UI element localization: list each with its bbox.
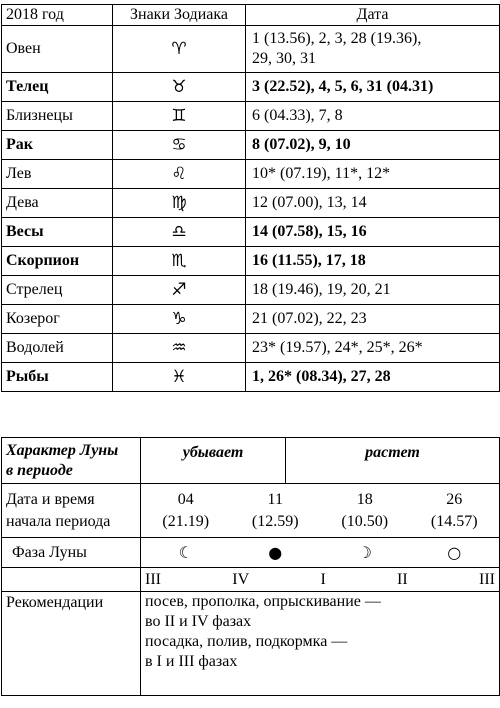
phase-numerals <box>141 568 500 592</box>
period-values <box>141 484 500 538</box>
zodiac-table <box>1 4 500 392</box>
scorpio-icon: ♏ <box>113 247 246 276</box>
recommendation-line: посадка, полив, подкормка — <box>145 633 348 650</box>
sign-dates: 10* (07.19), 11*, 12* <box>246 160 500 189</box>
sign-dates: 14 (07.58), 15, 16 <box>246 218 500 247</box>
taurus-icon: ♉ <box>113 73 246 102</box>
sign-dates <box>246 26 500 73</box>
table-row <box>2 160 500 189</box>
sign-dates: 18 (19.46), 19, 20, 21 <box>246 276 500 305</box>
period-row <box>2 484 500 538</box>
sign-dates: 16 (11.55), 17, 18 <box>246 247 500 276</box>
sign-dates: 21 (07.02), 22, 23 <box>246 305 500 334</box>
sagittarius-icon: ♐ <box>113 276 246 305</box>
recommendation-line: посев, прополка, опрыскивание — <box>145 593 381 610</box>
sign-name: Рыбы <box>2 363 113 392</box>
period-label <box>2 484 141 538</box>
virgo-icon: ♍ <box>113 189 246 218</box>
pisces-icon: ♓ <box>113 363 246 392</box>
recommendation-line: в I и III фазах <box>145 653 238 670</box>
period-label-line: Дата и время <box>6 490 95 508</box>
sign-dates-line: 29, 30, 31 <box>252 50 316 67</box>
sign-dates-line: 1 (13.56), 2, 3, 28 (19.36), <box>252 30 422 47</box>
period-day: 18 <box>356 490 373 508</box>
new-moon-icon: ● <box>268 543 283 562</box>
sign-dates: 3 (22.52), 4, 5, 6, 31 (04.31) <box>246 73 500 102</box>
recommendations-label: Рекомендации <box>2 592 141 696</box>
sign-name: Лев <box>2 160 113 189</box>
aquarius-icon: ♒ <box>113 334 246 363</box>
recommendations-text <box>141 592 500 696</box>
period-day: 26 <box>446 490 463 508</box>
libra-icon: ♎ <box>113 218 246 247</box>
moon-phase-table <box>1 437 500 696</box>
character-label-line: Характер Луны <box>6 441 119 459</box>
waning-crescent-icon: ☾ <box>178 543 193 562</box>
period-day: 11 <box>267 490 283 508</box>
zodiac-header-row <box>2 5 500 26</box>
leo-icon: ♌ <box>113 160 246 189</box>
period-col <box>141 489 231 533</box>
table-row <box>2 102 500 131</box>
sign-name: Водолей <box>2 334 113 363</box>
phase-numeral: III <box>478 570 495 588</box>
phase-numeral: III <box>145 570 161 588</box>
sign-dates: 23* (19.57), 24*, 25*, 26* <box>246 334 500 363</box>
table-row <box>2 218 500 247</box>
header-signs: Знаки Зодиака <box>113 5 246 26</box>
phase-numeral: IV <box>232 570 250 588</box>
sign-name: Дева <box>2 189 113 218</box>
sign-name: Весы <box>2 218 113 247</box>
period-time: (10.50) <box>341 512 389 530</box>
cancer-icon: ♋ <box>113 131 246 160</box>
phase-numeral: I <box>320 570 326 588</box>
phase-numeral: II <box>397 570 408 588</box>
sign-name: Козерог <box>2 305 113 334</box>
recommendations-row <box>2 592 500 696</box>
period-col <box>410 489 500 533</box>
table-row <box>2 363 500 392</box>
recommendation-line: во II и IV фазах <box>145 613 252 630</box>
character-label-line: в периоде <box>6 461 73 479</box>
phase-glyphs <box>141 538 500 568</box>
gemini-icon: ♊ <box>113 102 246 131</box>
sign-name: Рак <box>2 131 113 160</box>
sign-name: Стрелец <box>2 276 113 305</box>
table-row <box>2 305 500 334</box>
sign-dates: 1, 26* (08.34), 27, 28 <box>246 363 500 392</box>
sign-dates: 8 (07.02), 9, 10 <box>246 131 500 160</box>
aries-icon: ♈ <box>113 26 246 73</box>
phase-row <box>2 538 500 568</box>
period-time: (12.59) <box>251 512 299 530</box>
period-label-line: начала периода <box>6 512 111 530</box>
period-time: (21.19) <box>162 512 210 530</box>
header-date: Дата <box>246 5 500 26</box>
sign-dates: 6 (04.33), 7, 8 <box>246 102 500 131</box>
table-row <box>2 276 500 305</box>
phase-label: Фаза Луны <box>2 538 141 568</box>
table-row <box>2 73 500 102</box>
sign-name: Телец <box>2 73 113 102</box>
phase-numeral-blank <box>2 568 141 592</box>
sign-name: Скорпион <box>2 247 113 276</box>
sign-dates: 12 (07.00), 13, 14 <box>246 189 500 218</box>
moon-character-row <box>2 438 500 484</box>
table-row <box>2 131 500 160</box>
full-moon-icon: ○ <box>447 543 462 562</box>
table-row <box>2 189 500 218</box>
table-row <box>2 334 500 363</box>
period-time: (14.57) <box>430 512 478 530</box>
sign-name: Овен <box>2 26 113 73</box>
table-row <box>2 247 500 276</box>
capricorn-icon: ♑ <box>113 305 246 334</box>
waxing-label: растет <box>286 438 500 484</box>
header-year: 2018 год <box>2 5 113 26</box>
waxing-crescent-icon: ☽ <box>357 543 372 562</box>
sign-name: Близнецы <box>2 102 113 131</box>
table-row <box>2 26 500 73</box>
phase-numeral-row <box>2 568 500 592</box>
period-col <box>231 489 321 533</box>
period-day: 04 <box>177 490 194 508</box>
period-col <box>320 489 410 533</box>
waning-label: убывает <box>141 438 286 484</box>
character-label <box>2 438 141 484</box>
